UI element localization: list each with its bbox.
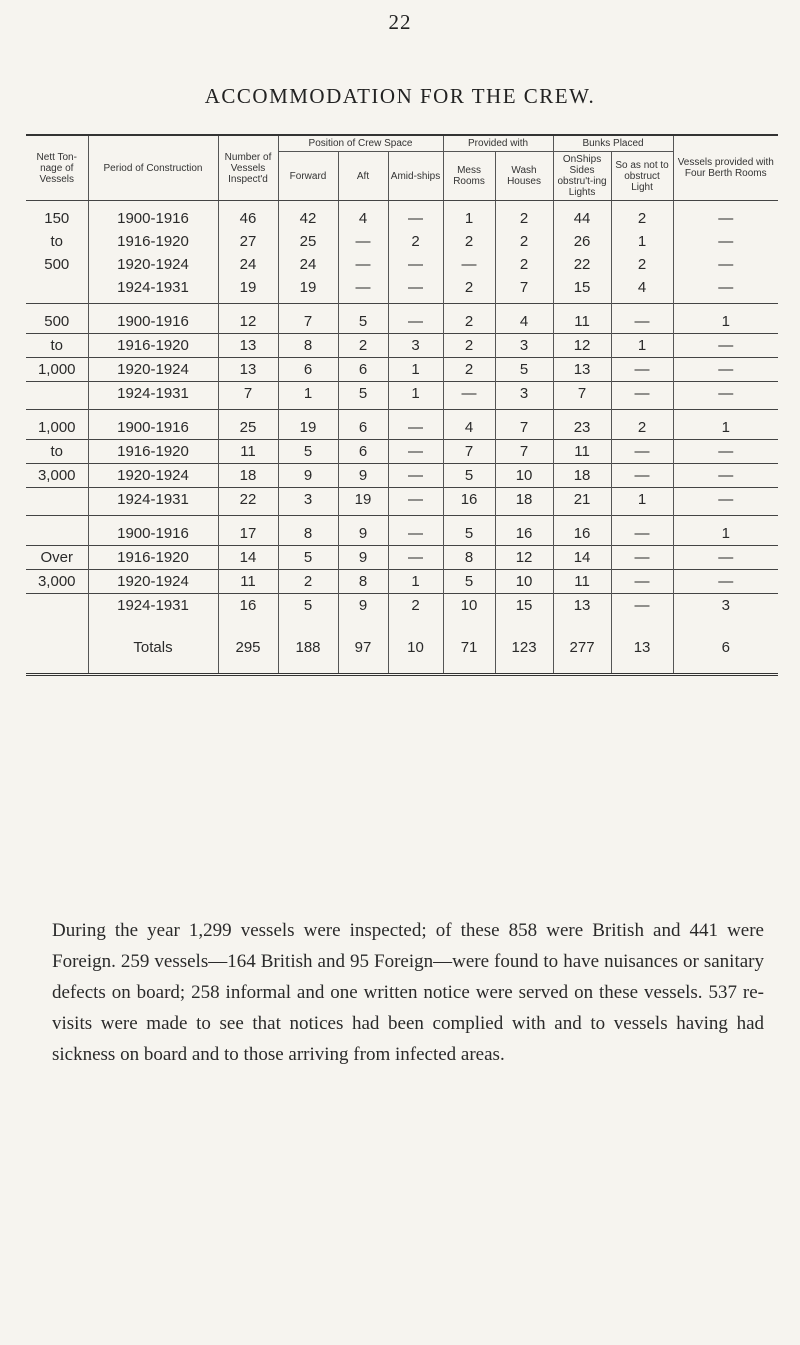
cell-onships: 11 xyxy=(553,304,611,334)
cell-wash: 3 xyxy=(495,382,553,410)
cell-onships: 11 xyxy=(553,440,611,464)
cell-fourberth: — xyxy=(673,464,778,488)
cell-aft: 5 xyxy=(338,304,388,334)
table-row xyxy=(26,488,778,516)
cell-fourberth: 3 xyxy=(673,594,778,622)
cell-soas: — xyxy=(611,464,673,488)
cell-mess: — xyxy=(443,382,495,410)
cell-amidships: — xyxy=(388,201,443,231)
page-title: ACCOMMODATION FOR THE CREW. xyxy=(204,84,596,108)
cell-amidships: 3 xyxy=(388,334,443,358)
cell-soas: — xyxy=(611,358,673,382)
cell-forward: 6 xyxy=(278,358,338,382)
cell-tonnage xyxy=(26,276,88,304)
cell-soas: 2 xyxy=(611,410,673,440)
cell-forward: 19 xyxy=(278,410,338,440)
cell-aft: 4 xyxy=(338,201,388,231)
table-row xyxy=(26,230,778,253)
cell-onships: 12 xyxy=(553,334,611,358)
cell-wash: 2 xyxy=(495,230,553,253)
cell-soas: 1 xyxy=(611,488,673,516)
table-header xyxy=(26,135,778,201)
cell-forward: 5 xyxy=(278,546,338,570)
header-forward: Forward xyxy=(278,152,338,201)
cell-fourberth: — xyxy=(673,201,778,231)
cell-number: 18 xyxy=(218,464,278,488)
cell-forward: 24 xyxy=(278,253,338,276)
cell-soas: — xyxy=(611,304,673,334)
table-group-over-3000 xyxy=(26,516,778,622)
cell-soas: — xyxy=(611,570,673,594)
cell-forward: 5 xyxy=(278,440,338,464)
header-period: Period of Construction xyxy=(88,135,218,201)
cell-mess: 7 xyxy=(443,440,495,464)
cell-wash: 3 xyxy=(495,334,553,358)
cell-amidships: — xyxy=(388,440,443,464)
table-row xyxy=(26,382,778,410)
table-row xyxy=(26,410,778,440)
header-fourberth: Vessels provided with Four Berth Rooms xyxy=(673,135,778,201)
cell-onships: 14 xyxy=(553,546,611,570)
table-row xyxy=(26,253,778,276)
cell-aft: — xyxy=(338,276,388,304)
cell-fourberth: 1 xyxy=(673,410,778,440)
cell-tonnage: 500 xyxy=(44,256,70,273)
totals-forward: 188 xyxy=(278,621,338,675)
totals-soas: 13 xyxy=(611,621,673,675)
header-number: Number of Vessels Inspect'd xyxy=(218,135,278,201)
cell-amidships: — xyxy=(388,464,443,488)
cell-wash: 15 xyxy=(495,594,553,622)
cell-tonnage xyxy=(26,382,88,410)
cell-fourberth: 1 xyxy=(673,516,778,546)
table-group-150-500 xyxy=(26,201,778,304)
cell-wash: 18 xyxy=(495,488,553,516)
summary-paragraph: During the year 1,299 vessels were inspected; of these 858 were British and 441 were Foreign. 259 vessels—164 British and 95 Foreign—were found to have nuisances or sanitary defects on board; 258 informal and one written notice were served on these vessels. 537 re-visits were made to see that notices had been complied with and to vessels having had sickness on board and to those arriving from infected areas. xyxy=(52,920,764,1065)
cell-period: 1920-1924 xyxy=(88,464,218,488)
cell-aft: 9 xyxy=(338,464,388,488)
table-row xyxy=(26,440,778,464)
header-mess: Mess Rooms xyxy=(443,152,495,201)
cell-forward: 42 xyxy=(278,201,338,231)
cell-period: 1916-1920 xyxy=(88,546,218,570)
cell-amidships: — xyxy=(388,546,443,570)
table-row xyxy=(26,358,778,382)
cell-wash: 5 xyxy=(495,358,553,382)
cell-amidships: — xyxy=(388,488,443,516)
cell-soas: — xyxy=(611,440,673,464)
cell-forward: 19 xyxy=(278,276,338,304)
cell-soas: — xyxy=(611,516,673,546)
cell-aft: 19 xyxy=(338,488,388,516)
cell-period: 1900-1916 xyxy=(88,516,218,546)
cell-amidships: 1 xyxy=(388,382,443,410)
cell-number: 17 xyxy=(218,516,278,546)
cell-forward: 8 xyxy=(278,334,338,358)
totals-aft: 97 xyxy=(338,621,388,675)
totals-onships: 277 xyxy=(553,621,611,675)
cell-period: 1920-1924 xyxy=(88,570,218,594)
cell-tonnage xyxy=(26,594,88,622)
cell-period: 1920-1924 xyxy=(88,253,218,276)
cell-tonnage: to xyxy=(26,334,88,358)
cell-aft: 6 xyxy=(338,410,388,440)
cell-period: 1900-1916 xyxy=(88,304,218,334)
cell-amidships: — xyxy=(388,253,443,276)
cell-mess: 8 xyxy=(443,546,495,570)
cell-number: 13 xyxy=(218,334,278,358)
cell-period: 1916-1920 xyxy=(88,334,218,358)
header-bunks: Bunks Placed xyxy=(553,135,673,152)
cell-soas: 4 xyxy=(611,276,673,304)
cell-tonnage: 1,000 xyxy=(26,410,88,440)
cell-wash: 16 xyxy=(495,516,553,546)
cell-tonnage: to xyxy=(26,440,88,464)
cell-number: 25 xyxy=(218,410,278,440)
table-row xyxy=(26,334,778,358)
cell-fourberth: — xyxy=(673,253,778,276)
cell-number: 11 xyxy=(218,570,278,594)
cell-period: 1924-1931 xyxy=(88,488,218,516)
cell-tonnage: 3,000 xyxy=(26,464,88,488)
table-row xyxy=(26,304,778,334)
cell-soas: 2 xyxy=(611,201,673,231)
table-row xyxy=(26,570,778,594)
cell-aft: — xyxy=(338,253,388,276)
cell-forward: 7 xyxy=(278,304,338,334)
table-row xyxy=(26,276,778,304)
cell-forward: 1 xyxy=(278,382,338,410)
crew-accommodation-table-wrap xyxy=(26,134,778,676)
cell-fourberth: — xyxy=(673,546,778,570)
cell-onships: 44 xyxy=(553,201,611,231)
cell-forward: 25 xyxy=(278,230,338,253)
cell-onships: 22 xyxy=(553,253,611,276)
cell-onships: 21 xyxy=(553,488,611,516)
header-position: Position of Crew Space xyxy=(278,135,443,152)
cell-soas: — xyxy=(611,546,673,570)
cell-mess: 2 xyxy=(443,304,495,334)
header-provided: Provided with xyxy=(443,135,553,152)
table-row xyxy=(26,464,778,488)
cell-amidships: 1 xyxy=(388,570,443,594)
cell-onships: 26 xyxy=(553,230,611,253)
cell-mess: 5 xyxy=(443,464,495,488)
cell-mess: 4 xyxy=(443,410,495,440)
page-number: 22 xyxy=(388,10,412,34)
cell-number: 27 xyxy=(218,230,278,253)
cell-mess: 5 xyxy=(443,516,495,546)
cell-tonnage: to xyxy=(50,233,63,250)
cell-fourberth: 1 xyxy=(673,304,778,334)
cell-mess: 10 xyxy=(443,594,495,622)
cell-onships: 23 xyxy=(553,410,611,440)
totals-row xyxy=(26,621,778,675)
totals-label: Totals xyxy=(88,621,218,675)
table-group-1000-3000 xyxy=(26,410,778,516)
cell-wash: 7 xyxy=(495,440,553,464)
cell-onships: 11 xyxy=(553,570,611,594)
cell-mess: 2 xyxy=(443,276,495,304)
cell-fourberth: — xyxy=(673,570,778,594)
cell-aft: 6 xyxy=(338,358,388,382)
totals-amidships: 10 xyxy=(388,621,443,675)
cell-onships: 15 xyxy=(553,276,611,304)
cell-tonnage xyxy=(26,488,88,516)
cell-wash: 2 xyxy=(495,253,553,276)
cell-mess: — xyxy=(443,253,495,276)
cell-number: 7 xyxy=(218,382,278,410)
cell-aft: 9 xyxy=(338,516,388,546)
table-totals xyxy=(26,621,778,675)
cell-onships: 16 xyxy=(553,516,611,546)
totals-mess: 71 xyxy=(443,621,495,675)
cell-forward: 8 xyxy=(278,516,338,546)
cell-period: 1924-1931 xyxy=(88,594,218,622)
header-wash: Wash Houses xyxy=(495,152,553,201)
cell-aft: 8 xyxy=(338,570,388,594)
cell-amidships: — xyxy=(388,516,443,546)
cell-soas: — xyxy=(611,382,673,410)
cell-number: 19 xyxy=(218,276,278,304)
cell-fourberth: — xyxy=(673,230,778,253)
cell-onships: 7 xyxy=(553,382,611,410)
cell-amidships: 1 xyxy=(388,358,443,382)
header-soas: So as not to obstruct Light xyxy=(611,152,673,201)
cell-period: 1916-1920 xyxy=(88,440,218,464)
cell-fourberth: — xyxy=(673,358,778,382)
cell-aft: 2 xyxy=(338,334,388,358)
cell-mess: 2 xyxy=(443,334,495,358)
cell-onships: 13 xyxy=(553,594,611,622)
table-row xyxy=(26,201,778,231)
cell-period: 1900-1916 xyxy=(88,410,218,440)
cell-fourberth: — xyxy=(673,276,778,304)
header-onships: OnShips Sides obstru't-ing Lights xyxy=(553,152,611,201)
cell-mess: 2 xyxy=(443,358,495,382)
cell-number: 13 xyxy=(218,358,278,382)
cell-tonnage: Over xyxy=(26,546,88,570)
cell-mess: 16 xyxy=(443,488,495,516)
cell-tonnage: 500 xyxy=(26,304,88,334)
cell-amidships: 2 xyxy=(388,230,443,253)
cell-wash: 2 xyxy=(495,201,553,231)
cell-wash: 4 xyxy=(495,304,553,334)
cell-mess: 1 xyxy=(443,201,495,231)
cell-wash: 12 xyxy=(495,546,553,570)
cell-soas: 1 xyxy=(611,230,673,253)
cell-soas: 1 xyxy=(611,334,673,358)
cell-period: 1920-1924 xyxy=(88,358,218,382)
cell-aft: 6 xyxy=(338,440,388,464)
cell-onships: 13 xyxy=(553,358,611,382)
header-amidships: Amid-ships xyxy=(388,152,443,201)
cell-tonnage: 3,000 xyxy=(26,570,88,594)
cell-number: 24 xyxy=(218,253,278,276)
cell-number: 11 xyxy=(218,440,278,464)
cell-wash: 10 xyxy=(495,570,553,594)
cell-wash: 10 xyxy=(495,464,553,488)
cell-period: 1916-1920 xyxy=(88,230,218,253)
header-aft: Aft xyxy=(338,152,388,201)
header-tonnage: Nett Ton-nage of Vessels xyxy=(26,135,88,201)
cell-number: 46 xyxy=(218,201,278,231)
table-group-500-1000 xyxy=(26,304,778,410)
cell-aft: 9 xyxy=(338,546,388,570)
cell-wash: 7 xyxy=(495,276,553,304)
cell-amidships: 2 xyxy=(388,594,443,622)
totals-number: 295 xyxy=(218,621,278,675)
crew-accommodation-table xyxy=(26,134,778,676)
cell-mess: 5 xyxy=(443,570,495,594)
cell-wash: 7 xyxy=(495,410,553,440)
table-row xyxy=(26,546,778,570)
cell-tonnage-blank xyxy=(26,621,88,675)
cell-period: 1924-1931 xyxy=(88,382,218,410)
cell-number: 12 xyxy=(218,304,278,334)
cell-soas: — xyxy=(611,594,673,622)
totals-wash: 123 xyxy=(495,621,553,675)
cell-mess: 2 xyxy=(443,230,495,253)
cell-amidships: — xyxy=(388,304,443,334)
cell-fourberth: — xyxy=(673,382,778,410)
cell-tonnage: 1,000 xyxy=(26,358,88,382)
cell-number: 14 xyxy=(218,546,278,570)
cell-fourberth: — xyxy=(673,440,778,464)
table-row xyxy=(26,594,778,622)
cell-aft: 9 xyxy=(338,594,388,622)
cell-aft: — xyxy=(338,230,388,253)
cell-number: 22 xyxy=(218,488,278,516)
cell-fourberth: — xyxy=(673,488,778,516)
cell-period: 1900-1916 xyxy=(88,201,218,231)
cell-period: 1924-1931 xyxy=(88,276,218,304)
cell-forward: 2 xyxy=(278,570,338,594)
cell-fourberth: — xyxy=(673,334,778,358)
cell-number: 16 xyxy=(218,594,278,622)
cell-tonnage: 150 xyxy=(44,210,70,227)
table-row xyxy=(26,516,778,546)
cell-amidships: — xyxy=(388,276,443,304)
cell-onships: 18 xyxy=(553,464,611,488)
cell-forward: 9 xyxy=(278,464,338,488)
cell-soas: 2 xyxy=(611,253,673,276)
totals-fourberth: 6 xyxy=(673,621,778,675)
cell-tonnage xyxy=(26,516,88,546)
cell-forward: 3 xyxy=(278,488,338,516)
cell-forward: 5 xyxy=(278,594,338,622)
cell-aft: 5 xyxy=(338,382,388,410)
cell-amidships: — xyxy=(388,410,443,440)
